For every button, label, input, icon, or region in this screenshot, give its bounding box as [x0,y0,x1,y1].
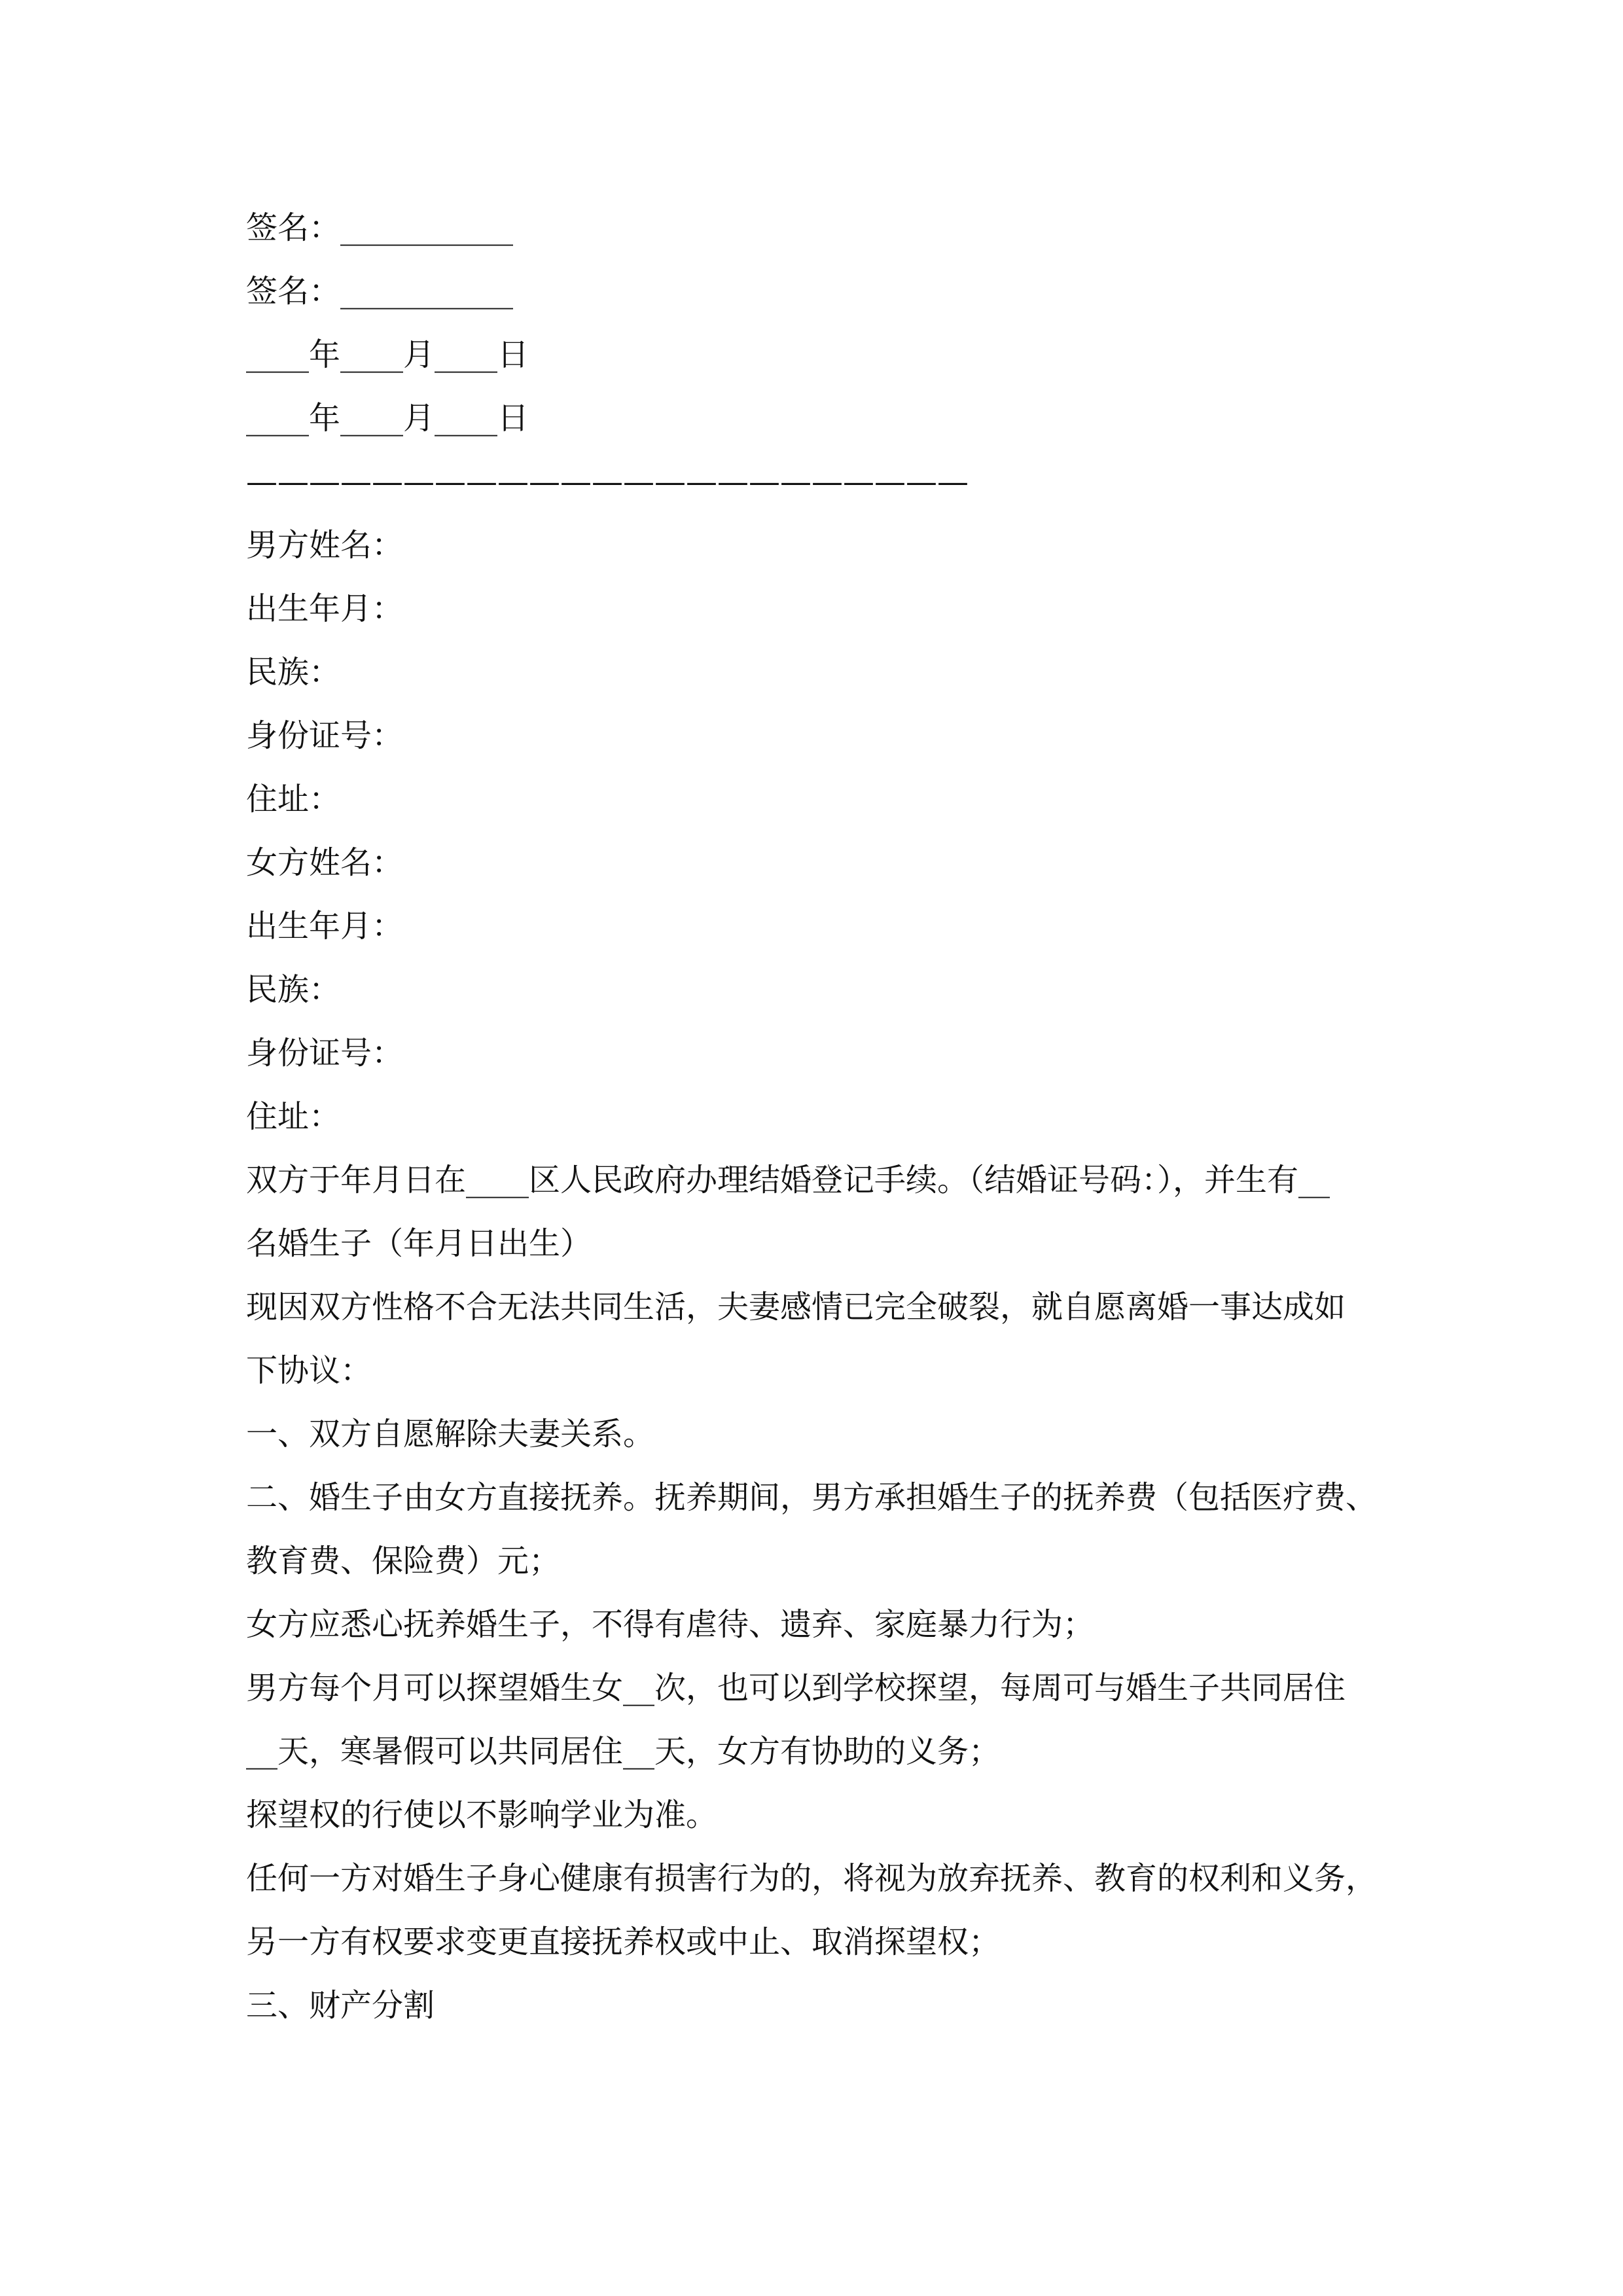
agreement-intro-paragraph-cont: 下协议： [246,1352,372,1389]
male-birth-field: 出生年月： [246,590,404,627]
signature-line-2: 签名：___________ [246,273,514,310]
marriage-registration-paragraph: 双方于年月日在____区人民政府办理结婚登记手续。（结婚证号码：），并生有__ [246,1162,1330,1198]
male-address-field: 住址： [246,781,341,817]
clause-2-visitation-cont: __天，寒暑假可以共同居住__天，女方有协助的义务； [246,1733,1001,1770]
female-ethnicity-field: 民族： [246,971,341,1008]
clause-2-harm-cont: 另一方有权要求变更直接抚养权或中止、取消探望权； [246,1924,1001,1960]
clause-3-heading: 三、财产分割 [246,1987,435,2024]
clause-2-visitation-rule: 探望权的行使以不影响学业为准。 [246,1797,718,1833]
signature-line-1: 签名：___________ [246,209,514,246]
agreement-intro-paragraph: 现因双方性格不合无法共同生活，夫妻感情已完全破裂，就自愿离婚一事达成如 [246,1289,1346,1325]
male-id-field: 身份证号： [246,717,404,754]
date-line-1: ____年____月____日 [246,336,529,373]
female-id-field: 身份证号： [246,1035,404,1071]
female-birth-field: 出生年月： [246,908,404,944]
marriage-registration-paragraph-cont: 名婚生子（年月日出生） [246,1225,592,1262]
clause-2-harm: 任何一方对婚生子身心健康有损害行为的，将视为放弃抚养、教育的权利和义务， [246,1860,1378,1897]
clause-2-cont: 教育费、保险费）元； [246,1543,561,1579]
female-name-field: 女方姓名： [246,844,404,881]
clause-1: 一、双方自愿解除夫妻关系。 [246,1416,655,1452]
document-body [246,196,1385,2037]
female-address-field: 住址： [246,1098,341,1135]
separator-line: ——————————————————————— [246,463,969,500]
clause-2: 二、婚生子由女方直接抚养。抚养期间，男方承担婚生子的抚养费（包括医疗费、 [246,1479,1378,1516]
clause-2-visitation: 男方每个月可以探望婚生女__次，也可以到学校探望，每周可与婚生子共同居住 [246,1670,1346,1706]
clause-2-care: 女方应悉心抚养婚生子，不得有虐待、遗弃、家庭暴力行为； [246,1606,1095,1643]
male-ethnicity-field: 民族： [246,654,341,691]
date-line-2: ____年____月____日 [246,400,529,437]
male-name-field: 男方姓名： [246,527,404,564]
